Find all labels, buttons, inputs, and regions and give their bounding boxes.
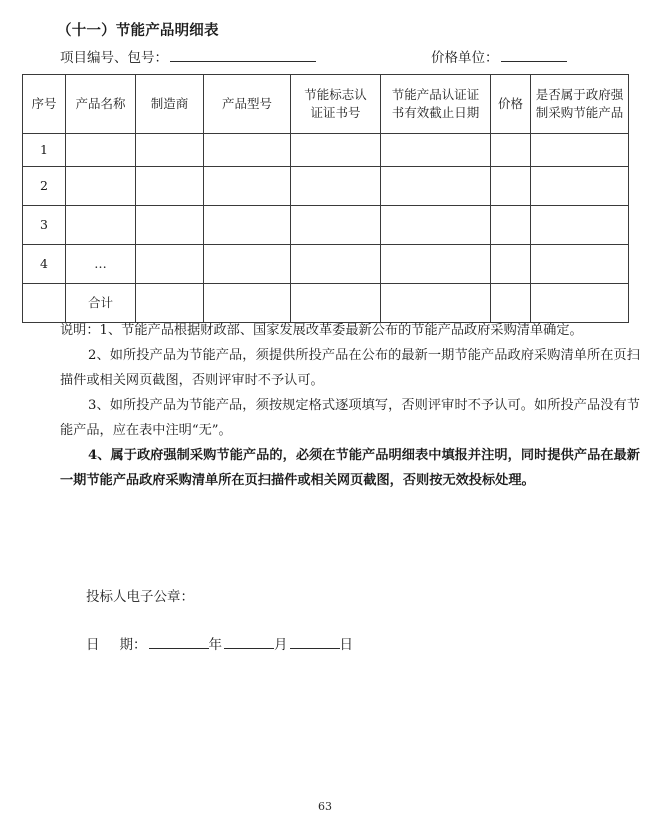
table-row bbox=[23, 206, 629, 245]
date-year-unit: 年 bbox=[208, 637, 222, 653]
column-header-certificate-number-line1: 节能标志认 bbox=[304, 86, 367, 102]
cell-certificate-number[interactable] bbox=[291, 284, 381, 323]
cell-manufacturer[interactable] bbox=[136, 206, 204, 245]
price-unit-input[interactable] bbox=[501, 46, 567, 62]
cell-total-label: 合计 bbox=[66, 284, 136, 323]
cell-index: 4 bbox=[23, 245, 66, 284]
note-item-4: 4、属于政府强制采购节能产品的，必须在节能产品明细表中填报并注明，同时提供产品在最新一期节能产品政府采购清单所在页扫描件或相关网页截图，否则按无效投标处理。 bbox=[60, 448, 640, 488]
cell-product-name[interactable] bbox=[66, 134, 136, 167]
cell-price[interactable] bbox=[491, 245, 531, 284]
cell-index bbox=[23, 284, 66, 323]
cell-mandatory-procurement[interactable] bbox=[531, 134, 629, 167]
column-header-model: 产品型号 bbox=[204, 75, 291, 134]
column-header-expiry-date-line1: 节能产品认证证 bbox=[391, 86, 480, 102]
price-unit-field bbox=[431, 46, 567, 66]
column-header-expiry-date-line2: 书有效截止日期 bbox=[391, 105, 480, 120]
price-unit-label: 价格单位： bbox=[431, 50, 499, 66]
cell-manufacturer[interactable] bbox=[136, 245, 204, 284]
table-row bbox=[23, 134, 629, 167]
project-number-input[interactable] bbox=[170, 46, 316, 62]
cell-certificate-number[interactable] bbox=[291, 206, 381, 245]
cell-expiry-date[interactable] bbox=[381, 284, 491, 323]
cell-certificate-number[interactable] bbox=[291, 245, 381, 284]
signature-date-line bbox=[86, 633, 353, 653]
table-total-row bbox=[23, 284, 629, 323]
header-field-row bbox=[60, 46, 620, 68]
date-month-unit: 月 bbox=[274, 637, 288, 653]
table-row bbox=[23, 167, 629, 206]
table-header-row bbox=[23, 75, 629, 134]
cell-mandatory-procurement[interactable] bbox=[531, 245, 629, 284]
cell-product-name[interactable] bbox=[66, 206, 136, 245]
cell-expiry-date[interactable] bbox=[381, 167, 491, 206]
cell-price[interactable] bbox=[491, 206, 531, 245]
cell-certificate-number[interactable] bbox=[291, 167, 381, 206]
column-header-product-name: 产品名称 bbox=[66, 75, 136, 134]
column-header-manufacturer: 制造商 bbox=[136, 75, 204, 134]
cell-model[interactable] bbox=[204, 245, 291, 284]
project-number-field bbox=[60, 46, 316, 66]
date-month-input[interactable] bbox=[224, 633, 274, 649]
bidder-seal-label: 投标人电子公章： bbox=[86, 589, 194, 605]
signature-section bbox=[86, 585, 353, 653]
date-label-2: 期： bbox=[119, 637, 147, 653]
table-body bbox=[23, 134, 629, 323]
cell-index: 1 bbox=[23, 134, 66, 167]
cell-product-name[interactable]: … bbox=[66, 245, 136, 284]
cell-manufacturer[interactable] bbox=[136, 134, 204, 167]
column-header-expiry-date bbox=[381, 75, 491, 134]
cell-expiry-date[interactable] bbox=[381, 134, 491, 167]
column-header-mandatory-procurement-line1: 是否属于政府强 bbox=[535, 86, 624, 102]
date-label: 日 bbox=[86, 637, 100, 653]
note-item-1: 说明：1、节能产品根据财政部、国家发展改革委最新公布的节能产品政府采购清单确定。 bbox=[60, 323, 583, 338]
date-year-input[interactable] bbox=[149, 633, 209, 649]
energy-saving-product-table bbox=[22, 74, 628, 323]
table-row bbox=[23, 245, 629, 284]
note-item-2: 2、如所投产品为节能产品，须提供所投产品在公布的最新一期节能产品政府采购清单所在页扫描件或相关网页截图，否则评审时不予认可。 bbox=[60, 348, 640, 388]
cell-index: 3 bbox=[23, 206, 66, 245]
cell-manufacturer[interactable] bbox=[136, 167, 204, 206]
cell-price[interactable] bbox=[491, 284, 531, 323]
cell-manufacturer[interactable] bbox=[136, 284, 204, 323]
column-header-index: 序号 bbox=[23, 75, 66, 134]
cell-model[interactable] bbox=[204, 206, 291, 245]
column-header-mandatory-procurement-line2: 制采购节能产品 bbox=[535, 105, 624, 120]
cell-model[interactable] bbox=[204, 167, 291, 206]
cell-expiry-date[interactable] bbox=[381, 206, 491, 245]
note-item-3: 3、如所投产品为节能产品，须按规定格式逐项填写，否则评审时不予认可。如所投产品没有节能产品，应在表中注明“无”。 bbox=[60, 398, 640, 438]
cell-mandatory-procurement[interactable] bbox=[531, 167, 629, 206]
column-header-mandatory-procurement bbox=[531, 75, 629, 134]
cell-mandatory-procurement[interactable] bbox=[531, 284, 629, 323]
cell-mandatory-procurement[interactable] bbox=[531, 206, 629, 245]
column-header-certificate-number bbox=[291, 75, 381, 134]
project-number-label: 项目编号、包号： bbox=[60, 50, 168, 66]
page-number: 63 bbox=[318, 800, 332, 813]
cell-product-name[interactable] bbox=[66, 167, 136, 206]
notes-section bbox=[60, 318, 640, 493]
page-title: （十一）节能产品明细表 bbox=[57, 22, 219, 39]
cell-index: 2 bbox=[23, 167, 66, 206]
date-day-unit: 日 bbox=[339, 637, 353, 653]
cell-certificate-number[interactable] bbox=[291, 134, 381, 167]
cell-expiry-date[interactable] bbox=[381, 245, 491, 284]
cell-model[interactable] bbox=[204, 134, 291, 167]
column-header-price: 价格 bbox=[491, 75, 531, 134]
cell-price[interactable] bbox=[491, 134, 531, 167]
column-header-certificate-number-line2: 证证书号 bbox=[310, 105, 361, 120]
date-day-input[interactable] bbox=[290, 633, 340, 649]
cell-model[interactable] bbox=[204, 284, 291, 323]
cell-price[interactable] bbox=[491, 167, 531, 206]
